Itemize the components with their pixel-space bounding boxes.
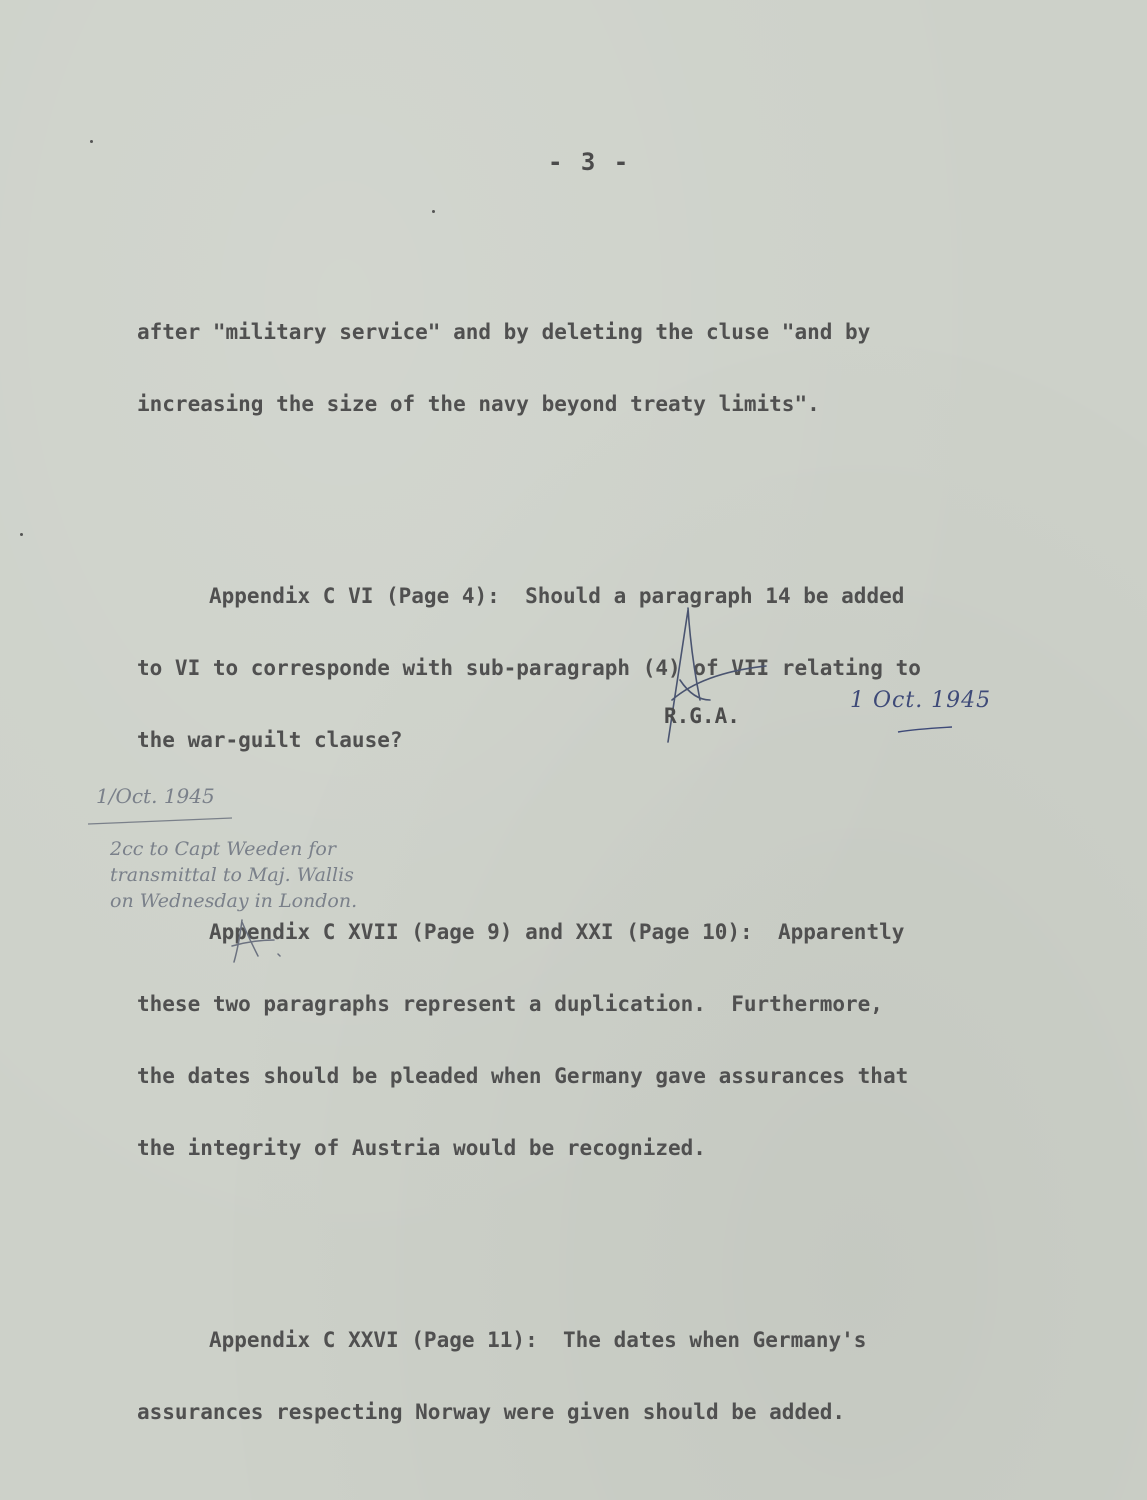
page-number: - 3 - (548, 148, 631, 176)
speck (20, 533, 23, 536)
margin-rule (86, 816, 236, 828)
typed-initials: R.G.A. (664, 704, 740, 728)
speck (432, 210, 435, 213)
text-line: the integrity of Austria would be recognized. (137, 1136, 706, 1160)
paragraph-4 (137, 1280, 1037, 1472)
text-line: these two paragraphs represent a duplication. Furthermore, (137, 992, 883, 1016)
text-line: Appendix C XVII (Page 9) and XXI (Page 10): Apparently (209, 920, 905, 944)
text-line: the war-guilt clause? (137, 728, 403, 752)
text-line: Appendix C XXVI (Page 11): The dates when Germany's (209, 1328, 867, 1352)
margin-note: 2cc to Capt Weeden for transmittal to Maj. Wallis on Wednesday in London. (110, 838, 358, 912)
date-underline (896, 724, 956, 736)
margin-date: 1/Oct. 1945 (96, 784, 215, 808)
text-line: assurances respecting Norway were given should be added. (137, 1400, 846, 1424)
paragraph-1 (137, 272, 1037, 464)
text-line: increasing the size of the navy beyond treaty limits". (137, 392, 820, 416)
margin-initial-mark (228, 916, 288, 966)
speck (90, 140, 93, 143)
paragraph-2 (137, 536, 1037, 800)
handwritten-date: 1 Oct. 1945 (850, 688, 992, 713)
text-line: after "military service" and by deleting the cluse "and by (137, 320, 871, 344)
text-line: Appendix C VI (Page 4): Should a paragraph 14 be added (209, 584, 905, 608)
text-line: the dates should be pleaded when Germany gave assurances that (137, 1064, 909, 1088)
text-line: to VI to corresponde with sub-paragraph (4) of VII relating to (137, 656, 921, 680)
